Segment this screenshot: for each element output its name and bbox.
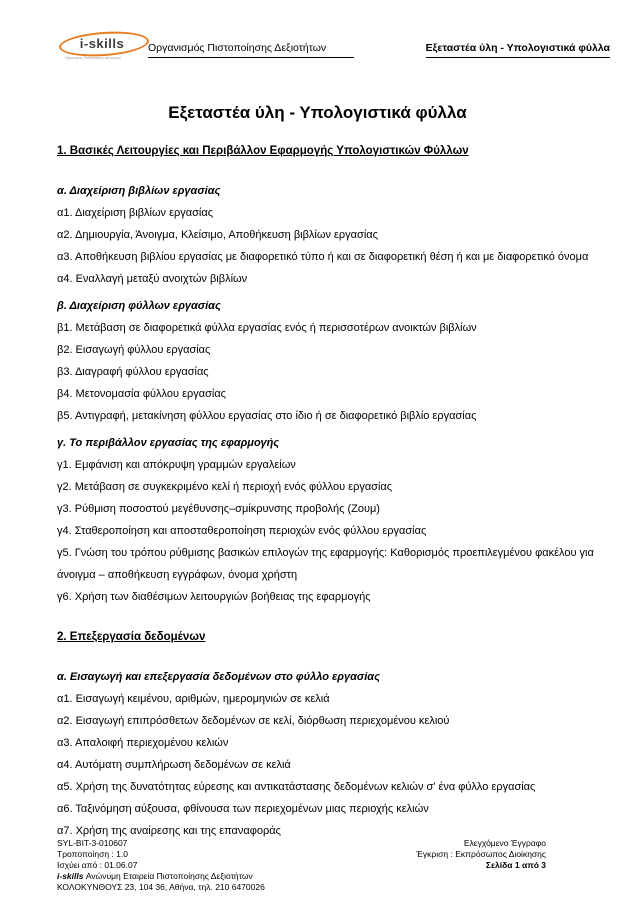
footer-page-number: Σελίδα 1 από 3 [485,860,546,870]
footer-address: ΚΟΛΟΚΥΝΘΟΥΣ 23, 104 36, Αθήνα, τηλ. 210 6470026 [57,882,265,892]
section-heading: 1. Βασικές Λειτουργίες και Περιβάλλον Εφαρμογής Υπολογιστικών Φύλλων [57,145,469,157]
header-organization-label: Οργανισμός Πιστοποίησης Δεξιοτήτων [148,42,354,58]
footer-approval: Έγκριση : Εκπρόσωπος Διοίκησης [416,849,546,859]
logo-brand-text: i-skills [79,36,125,51]
syllabus-item: α3. Απαλοιφή περιεχομένου κελιών [57,737,229,749]
syllabus-item: β3. Διαγραφή φύλλου εργασίας [57,366,209,378]
syllabus-item: α4. Αυτόματη συμπλήρωση δεδομένων σε κελιά [57,759,291,771]
footer-controlled-doc: Ελεγχόμενο Έγγραφο [463,838,546,848]
syllabus-item: α5. Χρήση της δυνατότητας εύρεσης και αντικατάστασης δεδομένων κελιών σ' ένα φύλλο εργασίας [57,781,536,793]
footer-company-rest: Ανώνυμη Εταιρεία Πιστοποίησης Δεξιοτήτων [85,871,253,881]
syllabus-item: β2. Εισαγωγή φύλλου εργασίας [57,344,211,356]
syllabus-item: γ5. Γνώση του τρόπου ρύθμισης βασικών επιλογών της εφαρμογής: Καθορισμός προεπιλεγμένου φακέλου για άνοιγμα – αποθήκευση εγγράφων, όνομα χρήστη [57,547,594,581]
syllabus-item: β5. Αντιγραφή, μετακίνηση φύλλου εργασίας στο ίδιο ή σε διαφορετικό βιβλίο εργασίας [57,410,477,422]
footer-revision: Τροποποίηση : 1.0 [57,849,128,859]
syllabus-item: α7. Χρήση της αναίρεσης και της επαναφοράς [57,825,281,837]
syllabus-item: α3. Αποθήκευση βιβλίου εργασίας με διαφορετικό τύπο ή και σε διαφορετική θέση ή και με διαφορετικό όνομα [57,251,589,263]
syllabus-item: β1. Μετάβαση σε διαφορετικά φύλλα εργασίας ενός ή περισσοτέρων ανοικτών βιβλίων [57,322,477,334]
syllabus-item: α1. Διαχείριση βιβλίων εργασίας [57,207,214,219]
i-skills-logo [63,34,141,61]
header-document-label: Εξεταστέα ύλη - Υπολογιστικά φύλλα [426,42,610,58]
footer-company-line [57,871,265,882]
syllabus-item: α4. Εναλλαγή μεταξύ ανοιχτών βιβλίων [57,273,248,285]
syllabus-item: β4. Μετονομασία φύλλου εργασίας [57,388,226,400]
syllabus-item: α2. Εισαγωγή επιπρόσθετων δεδομένων σε κελί, διόρθωση περιεχομένου κελιού [57,715,450,727]
syllabus-item: α1. Εισαγωγή κειμένου, αριθμών, ημερομηνιών σε κελιά [57,693,330,705]
syllabus-section [57,626,607,842]
syllabus-item: γ1. Εμφάνιση και απόκρυψη γραμμών εργαλείων [57,459,296,471]
syllabus-item: γ4. Σταθεροποίηση και αποσταθεροποίηση περιοχών ενός φύλλου εργασίας [57,525,427,537]
footer-company-brand: i-skills [57,871,84,881]
subsection-heading: β. Διαχείριση φύλλων εργασίας [57,300,221,312]
section-heading: 2. Επεξεργασία δεδομένων [57,631,206,643]
page-header [57,34,610,62]
footer-valid-from: Ισχύει από : 01.06.07 [57,860,138,870]
subsection-heading: γ. Το περιβάλλον εργασίας της εφαρμογής [57,437,280,449]
syllabus-item: α2. Δημιουργία, Άνοιγμα, Κλείσιμο, Αποθήκευση βιβλίων εργασίας [57,229,378,241]
syllabus-item: γ2. Μετάβαση σε συγκεκριμένο κελί ή περιοχή ενός φύλλου εργασίας [57,481,393,493]
syllabus-section [57,140,607,608]
syllabus-item: γ6. Χρήση των διαθέσιμων λειτουργιών βοήθειας της εφαρμογής [57,591,371,603]
logo-tagline: Οργανισμός Πιστοποίησης Δεξιοτήτων [65,57,121,61]
syllabus-content [57,140,607,842]
footer-doc-code: SYL-BIT-3-010607 [57,838,128,848]
subsection-heading: α. Εισαγωγή και επεξεργασία δεδομένων στο φύλλο εργασίας [57,671,380,683]
subsection-heading: α. Διαχείριση βιβλίων εργασίας [57,185,221,197]
page-title: Εξεταστέα ύλη - Υπολογιστικά φύλλα [168,103,467,122]
footer-right-block [416,838,546,871]
syllabus-item: α6. Ταξινόμηση αύξουσα, φθίνουσα των περιεχομένων μιας περιοχής κελιών [57,803,429,815]
footer-left-block [57,838,265,893]
syllabus-item: γ3. Ρύθμιση ποσοστού μεγέθυνσης–σμίκρυνσης προβολής (Ζουμ) [57,503,380,515]
